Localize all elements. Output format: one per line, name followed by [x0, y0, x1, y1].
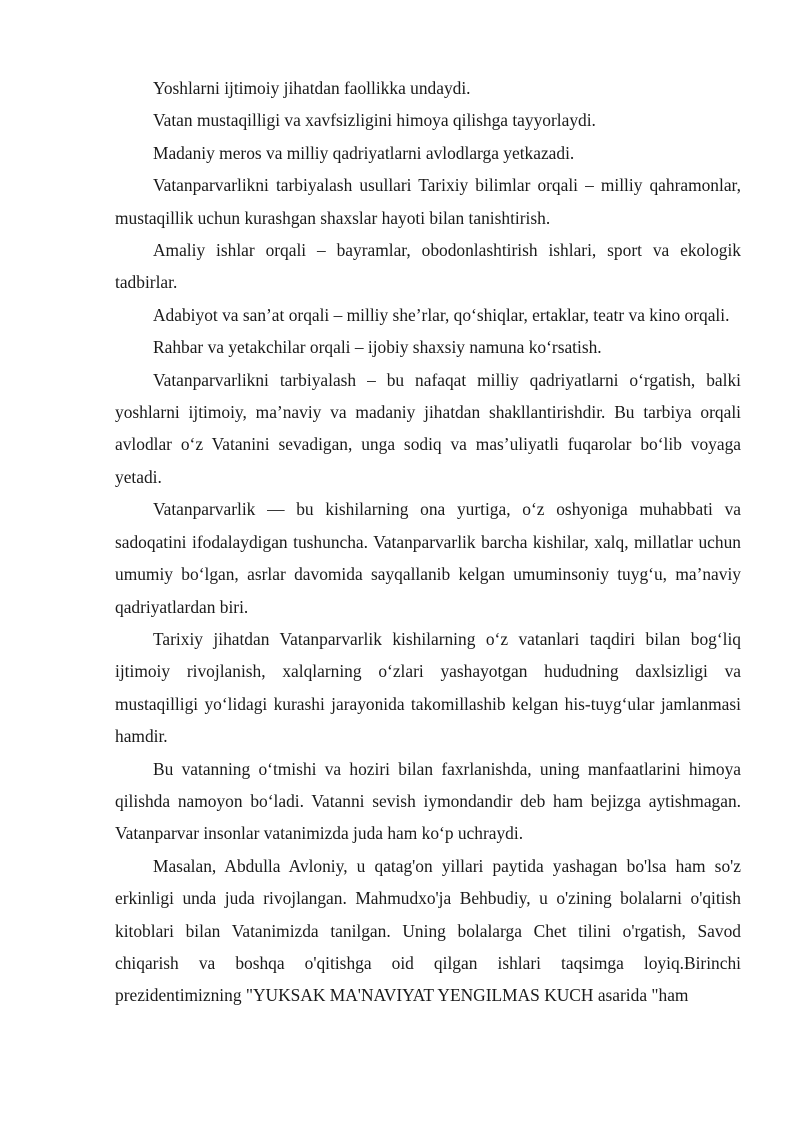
paragraph-pride-in-homeland: Bu vatanning o‘tmishi va hoziri bilan faxrlanishda, uning manfaatlarini himoya qilishda namoyon bo‘ladi. Vatanni sevish iymondandir deb ham bejizga aytishmagan. Vatanparvar insonlar vatanimizda juda ham ko‘p uchraydi. [115, 758, 741, 844]
paragraph-social-activity: Yoshlarni ijtimoiy jihatdan faollikka undaydi. [153, 78, 471, 98]
paragraph-historical-aspect: Tarixiy jihatdan Vatanparvarlik kishilarning o‘z vatanlari taqdiri bilan bog‘liq ijtimoiy rivojlanish, xalqlarning o‘zlari yashayotgan hududning daxlsizligi va mustaqilligi yo‘lidagi kurashi jarayonida takomillashib kelgan his-tuyg‘ular jamlanmasi hamdir. [115, 628, 741, 747]
paragraph-patriotism-definition: Vatanparvarlik — bu kishilarning ona yurtiga, o‘z oshyoniga muhabbati va sadoqatini ifodalaydigan tushuncha. Vatanparvarlik barcha kishilar, xalq, millatlar uchun umumiy bo‘lgan, asrlar davomida sayqallanib kelgan umuminsoniy tuyg‘u, ma’naviy qadriyatlardan biri. [115, 499, 741, 617]
paragraph-leaders-example: Rahbar va yetakchilar orqali – ijobiy shaxsiy namuna ko‘rsatish. [153, 337, 602, 358]
document-body [115, 72, 741, 1012]
paragraph-practical-work: Amaliy ishlar orqali – bayramlar, obodonlashtirish ishlari, sport va ekologik tadbirlar. [115, 240, 741, 293]
paragraph-examples: Masalan, Abdulla Avloniy, u qatag'on yillari paytida yashagan bo'lsa ham so'z erkinligi unda juda rivojlangan. Mahmudxo'ja Behbudiy, u o'zining bolalarni o'qitish kitoblari bilan Vatanimizda tanilgan. Uning bolalarga Chet tilini o'rgatish, Savod chiqarish va boshqa o'qitishga oid qilgan ishlari taqsimga loyiq.Birinchi prezidentimizning "YUKSAK MA'NAVIYAT YENGILMAS KUCH asarida "ham [115, 855, 741, 1006]
paragraph-patriotism-upbringing: Vatanparvarlikni tarbiyalash – bu nafaqat milliy qadriyatlarni o‘rgatish, balki yoshlarni ijtimoiy, ma’naviy va madaniy jihatdan shakllantirishdir. Bu tarbiya orqali avlodlar o‘z Vatanini sevadigan, unga sodiq va mas’uliyatli fuqarolar bo‘lib voyaga yetadi. [115, 369, 741, 487]
paragraph-historical-knowledge: Vatanparvarlikni tarbiyalash usullari Tarixiy bilimlar orqali – milliy qahramonlar, mustaqillik uchun kurashgan shaxslar hayoti bilan tanishtirish. [115, 175, 741, 228]
paragraph-independence-protection: Vatan mustaqilligi va xavfsizligini himoya qilishga tayyorlaydi. [153, 110, 596, 131]
paragraph-cultural-heritage: Madaniy meros va milliy qadriyatlarni avlodlarga yetkazadi. [153, 142, 575, 163]
paragraph-literature-art: Adabiyot va san’at orqali – milliy she’rlar, qo‘shiqlar, ertaklar, teatr va kino orqali. [153, 304, 730, 325]
